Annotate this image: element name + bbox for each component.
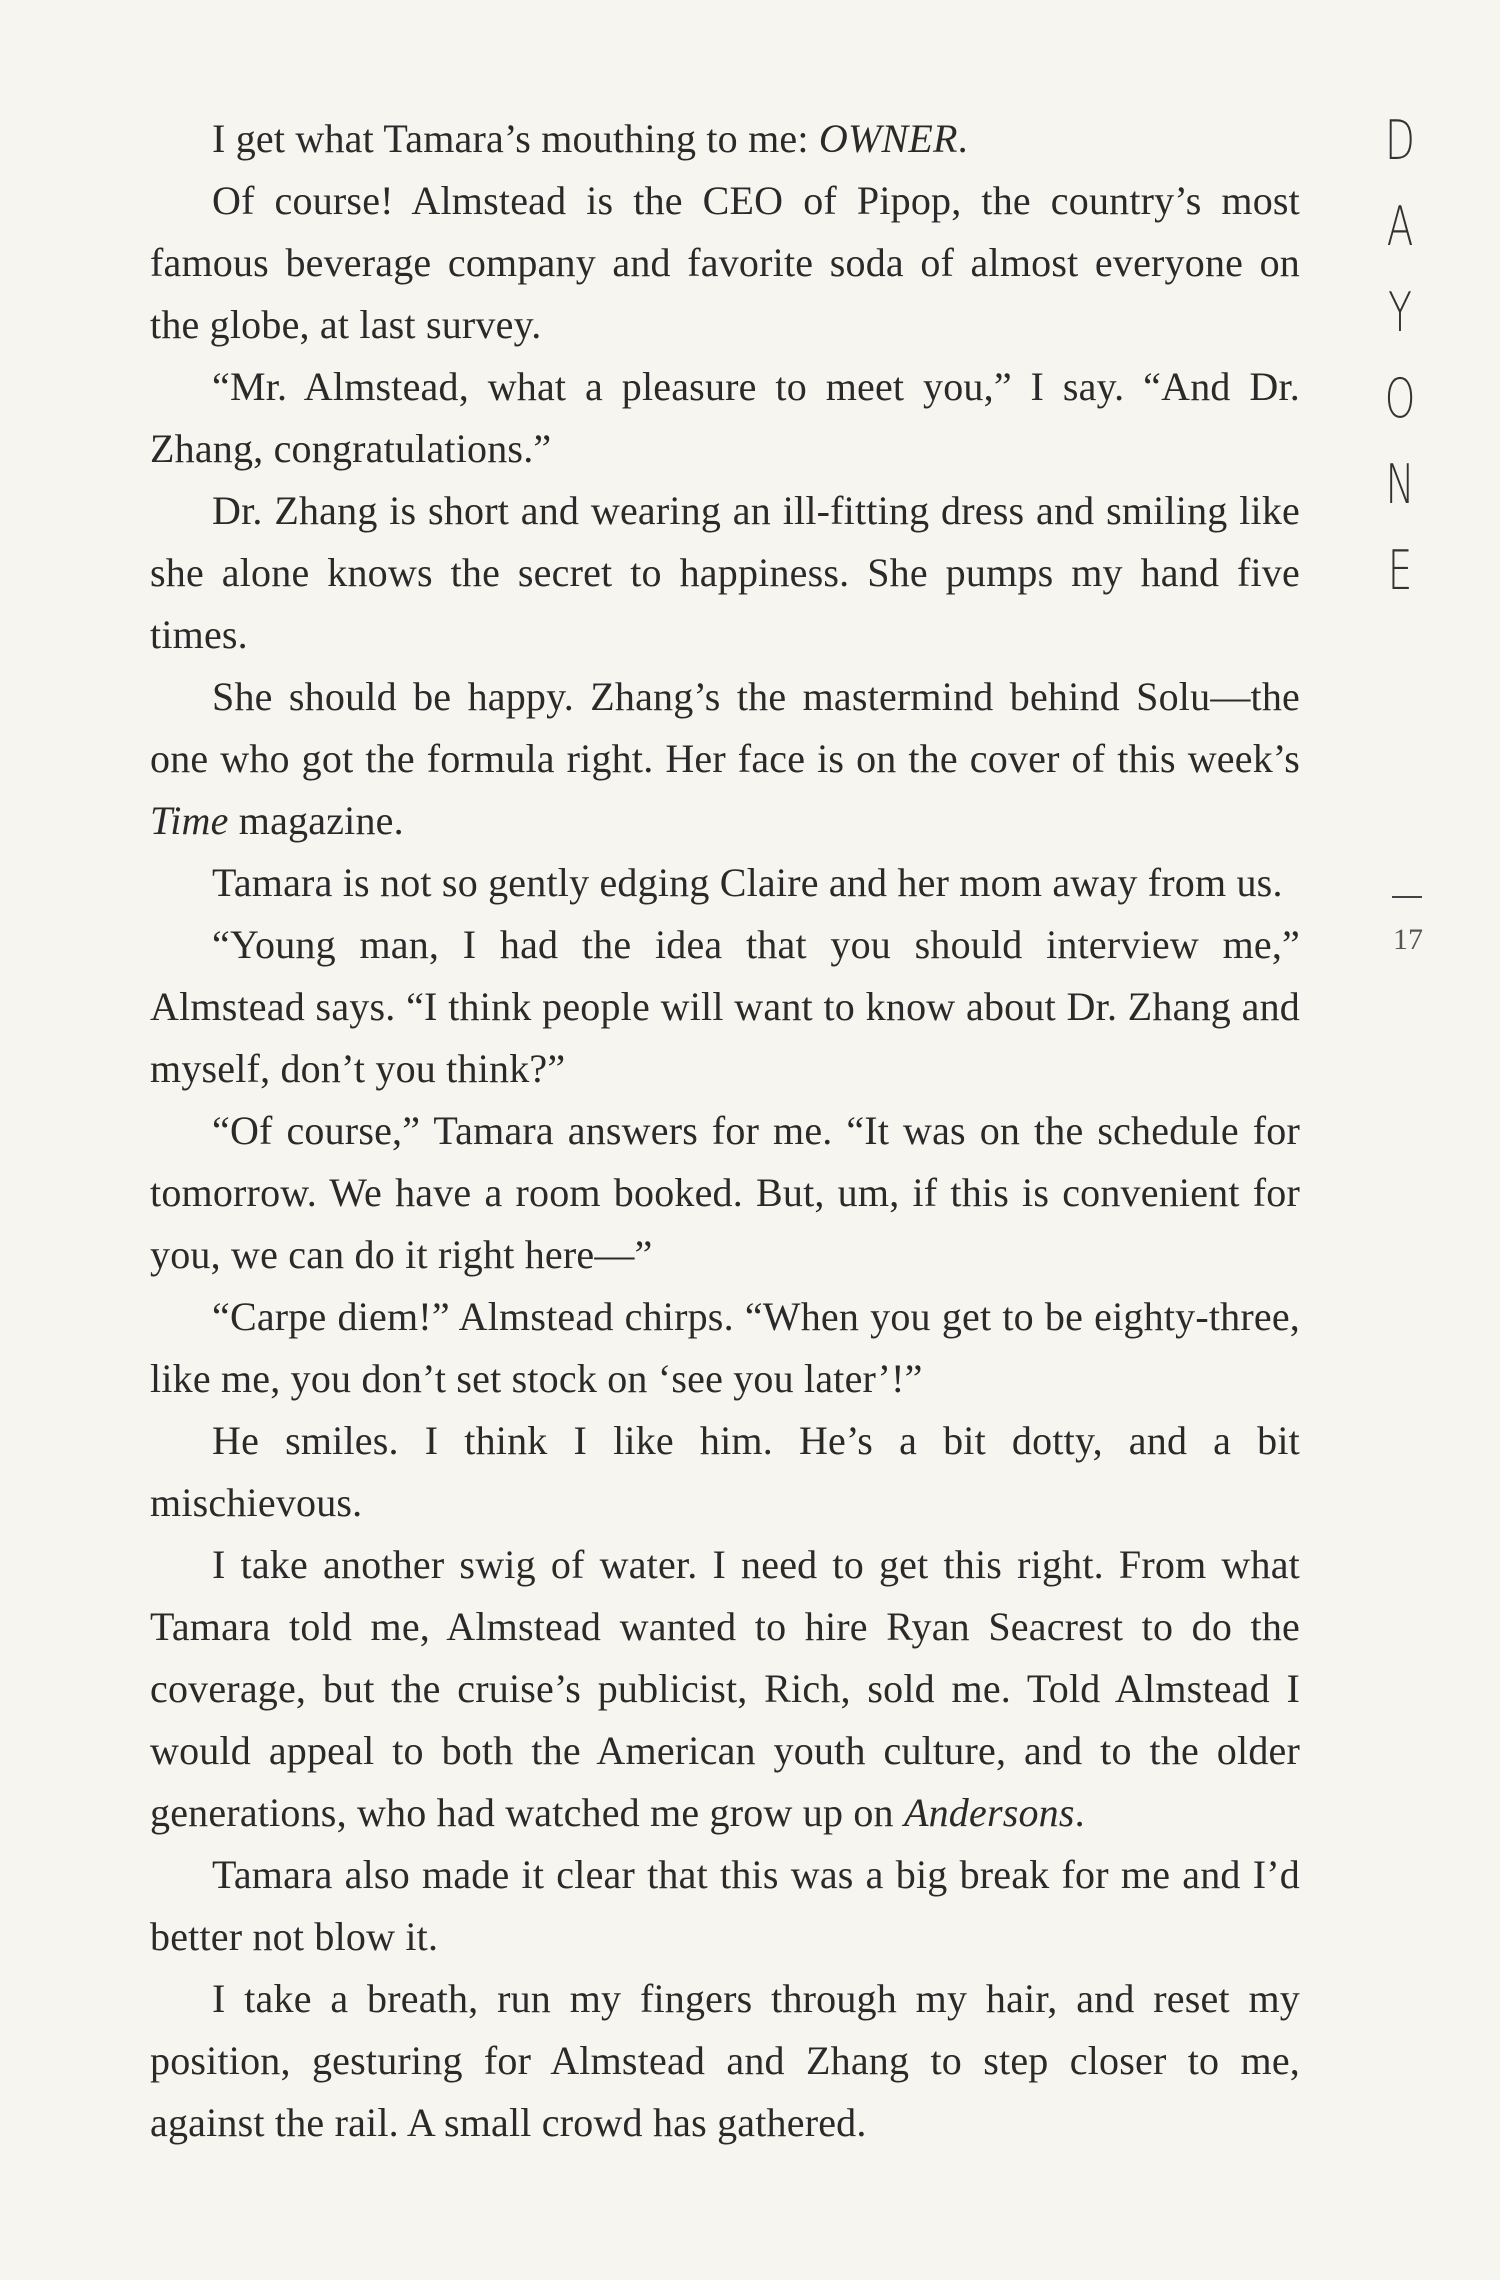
paragraph-text: I get what Tamara’s mouthing to me:	[212, 116, 819, 161]
paragraph-1	[150, 108, 1300, 170]
paragraph-text-end: magazine.	[228, 798, 404, 843]
paragraph-12: Tamara also made it clear that this was a big break for me and I’d better not blow it.	[150, 1852, 1300, 1959]
paragraph-7: “Young man, I had the idea that you should interview me,” Almstead says. “I think people will want to know about Dr. Zhang and myself, don’t you think?”	[150, 922, 1300, 1091]
page-number: 17	[1393, 923, 1423, 956]
paragraph-text-end: .	[1074, 1790, 1085, 1835]
running-head-letter: E	[1387, 539, 1413, 602]
emphasis-andersons: Andersons	[903, 1790, 1075, 1835]
paragraph-4: Dr. Zhang is short and wearing an ill-fitting dress and smiling like she alone knows the secret to happiness. She pumps my hand five times.	[150, 488, 1300, 657]
paragraph-3: “Mr. Almstead, what a pleasure to meet you,” I say. “And Dr. Zhang, congratulations.”	[150, 364, 1300, 471]
running-head-letter: O	[1384, 367, 1416, 430]
paragraph-6: Tamara is not so gently edging Claire and her mom away from us.	[212, 860, 1283, 905]
paragraph-10: He smiles. I think I like him. He’s a bit dotty, and a bit mischievous.	[150, 1418, 1300, 1525]
paragraph-text: She should be happy. Zhang’s the mastermind behind Solu—the one who got the formula right. Her face is on the cover of this week’s	[150, 674, 1300, 781]
running-head-day-one	[1370, 98, 1430, 614]
running-head-letter: Y	[1388, 281, 1412, 344]
paragraph-8: “Of course,” Tamara answers for me. “It was on the schedule for tomorrow. We have a room booked. But, um, if this is convenient for you, we can do it right here—”	[150, 1108, 1300, 1277]
body-text	[150, 108, 1300, 2154]
paragraph-11	[150, 1534, 1300, 1844]
paragraph-text-end: .	[957, 116, 968, 161]
paragraph-text: I take another swig of water. I need to get this right. From what Tamara told me, Almstead wanted to hire Ryan Seacrest to do the coverage, but the cruise’s publicist, Rich, sold me. Told Almstead I would appeal to both the American youth culture, and to the older generations, who had watched me grow up on	[150, 1542, 1300, 1835]
paragraph-5	[150, 666, 1300, 852]
emphasis-time: Time	[150, 798, 229, 843]
paragraph-9: “Carpe diem!” Almstead chirps. “When you get to be eighty-three, like me, you don’t set stock on ‘see you later’!”	[150, 1294, 1300, 1401]
page-number-rule	[1392, 896, 1422, 898]
running-head-letter: N	[1385, 453, 1415, 516]
running-head-letter: A	[1386, 195, 1414, 258]
paragraph-2: Of course! Almstead is the CEO of Pipop, the country’s most famous beverage company and favorite soda of almost everyone on the globe, at last survey.	[150, 178, 1300, 347]
running-head-letter: D	[1385, 109, 1415, 172]
paragraph-13: I take a breath, run my fingers through my hair, and reset my position, gesturing for Almstead and Zhang to step closer to me, against the rail. A small crowd has gathered.	[150, 1976, 1300, 2145]
emphasis-owner: OWNER	[818, 116, 958, 161]
